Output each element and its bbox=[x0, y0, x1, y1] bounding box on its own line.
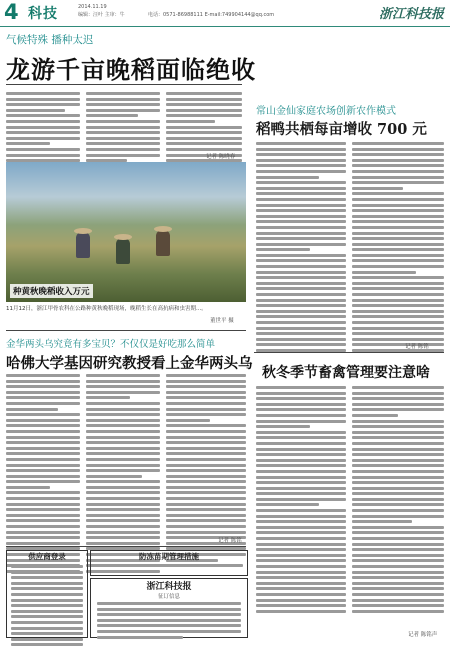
autumn-byline: 记者 陈铭声 bbox=[408, 632, 438, 638]
contact-line: 电话：0571-86988111 E-mail:749904144@qq.com bbox=[148, 12, 275, 18]
right-body-col-2 bbox=[352, 142, 444, 352]
farmer-hat bbox=[74, 228, 92, 234]
supplier-box-title: 供应商登录 bbox=[28, 552, 66, 561]
mid-body-col-3 bbox=[166, 374, 246, 562]
right-kicker: 常山金仙家庭农场创新农作模式 bbox=[256, 106, 396, 117]
lead-kicker: 气候特殊 播种太迟 bbox=[6, 34, 94, 46]
autumn-headline: 秋冬季节畜禽管理要注意啥 bbox=[262, 365, 430, 381]
rice-field-photo bbox=[6, 162, 246, 302]
masthead bbox=[0, 0, 450, 27]
farmer-hat bbox=[154, 226, 172, 232]
photo-credit: 董世平 摄 bbox=[210, 318, 234, 324]
autumn-body-col-1 bbox=[256, 386, 346, 613]
subscription-box bbox=[90, 578, 248, 638]
frost-measures-body bbox=[91, 562, 247, 569]
page-number: 4 bbox=[4, 0, 19, 24]
newspaper-brand: 浙江科技报 bbox=[378, 7, 444, 22]
right-body-col-1 bbox=[256, 142, 346, 352]
mid-body-col-1 bbox=[6, 374, 80, 573]
photo-label: 种黄秋晚稻收入万元 bbox=[10, 284, 93, 298]
divider bbox=[254, 352, 444, 353]
frost-measures-box bbox=[90, 550, 248, 576]
divider bbox=[6, 84, 242, 85]
supplier-box bbox=[6, 550, 88, 638]
farmer-figure bbox=[156, 230, 170, 256]
farmer-figure bbox=[76, 232, 90, 258]
subscription-body bbox=[91, 600, 247, 641]
lead-byline: 记者 陈晓春 bbox=[206, 154, 236, 160]
right-byline: 记者 陈铭 bbox=[405, 344, 429, 350]
divider bbox=[6, 330, 246, 331]
divider bbox=[6, 546, 246, 547]
farmer-hat bbox=[114, 234, 132, 240]
mid-kicker: 金华两头乌究竟有多宝贝？不仅仅是好吃那么简单 bbox=[6, 339, 216, 350]
mid-headline: 哈佛大学基因研究教授看上金华两头乌 bbox=[6, 355, 253, 372]
mid-body-col-2 bbox=[86, 374, 160, 573]
right-headline: 稻鸭共栖每亩增收 700 元 bbox=[256, 121, 427, 138]
frost-measures-title: 防冻苗期管理措施 bbox=[139, 552, 199, 561]
subscription-subtitle: 征订信息 bbox=[157, 594, 180, 600]
subscription-title: 浙江科技报 bbox=[146, 582, 192, 592]
section-title: 科技 bbox=[28, 6, 58, 22]
editor-line: 编辑：汪叶 主审：牛 bbox=[78, 12, 125, 18]
autumn-body-col-2 bbox=[352, 386, 444, 613]
supplier-box-body bbox=[7, 562, 87, 649]
mid-byline: 记者 陈铭 bbox=[218, 538, 242, 544]
issue-date: 2014.11.19 bbox=[78, 4, 107, 10]
lead-headline: 龙游千亩晚稻面临绝收 bbox=[6, 55, 256, 84]
farmer-figure bbox=[116, 238, 130, 264]
photo-caption: 11月12日，浙江甲骨农科在公路种黄秋晚稻现场，晚稻生长在高抗病和虫害期...。 bbox=[6, 306, 207, 312]
